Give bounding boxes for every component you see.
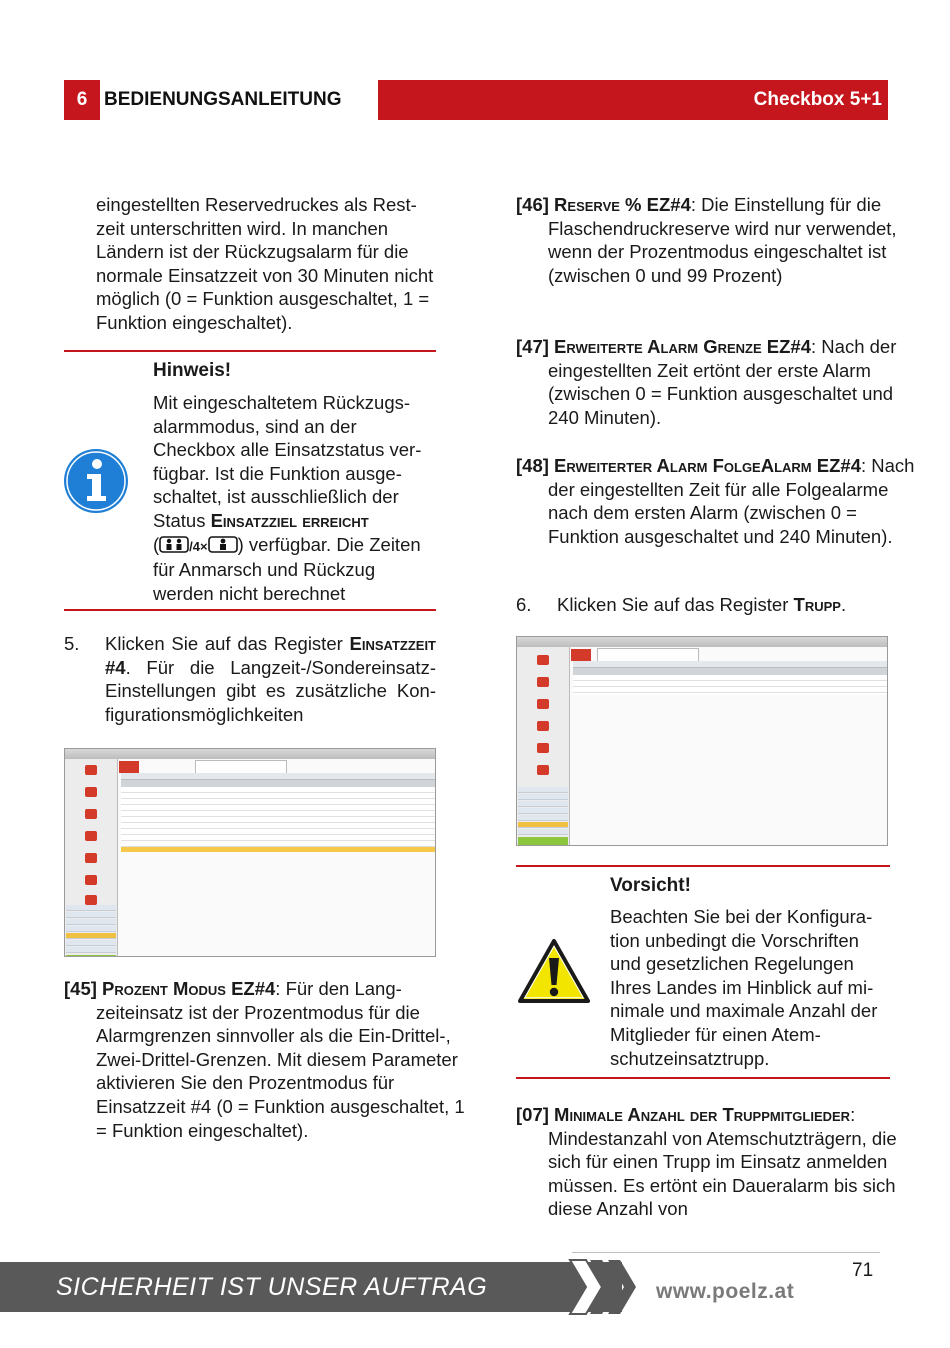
step-5-text: [105, 632, 436, 726]
caution-title: Vorsicht!: [610, 875, 691, 896]
chapter-number: 6: [64, 80, 100, 120]
step-6-text-b: .: [840, 594, 847, 615]
param-47-suffix: EZ#4: [761, 336, 812, 357]
note-text-part-a: Mit eingeschaltetem Rückzugsalarmmodus, sind an der Checkbox alle Einsatzstatus verfügbar. Ist die Funktion ausgeschaltet, ist ausschließlich der Status: [153, 392, 422, 531]
caution-top-rule: [516, 865, 890, 867]
param-46-suffix: % EZ#4: [619, 194, 691, 215]
step-5-text-c: . Für die Langzeit-/Sondereinsatz-Einstellungen gibt es zusätzliche Konfigurationsmöglichkeiten: [105, 656, 436, 725]
warning-icon: [518, 938, 590, 1004]
page-number: 71: [852, 1260, 874, 1281]
param-45: [64, 977, 468, 1142]
param-45-name: Prozent Modus: [102, 978, 226, 999]
toolbar-icon: [571, 649, 591, 661]
toolbar-field: [597, 648, 699, 662]
step-6-text-a: Klicken Sie auf das Register: [557, 594, 794, 615]
param-47-code: [47]: [516, 336, 549, 357]
product-name: Checkbox 5+1: [753, 89, 882, 110]
note-text: [153, 391, 436, 605]
param-07: [516, 1103, 918, 1221]
footer-rule: [572, 1252, 880, 1253]
note-bottom-rule: [64, 609, 436, 611]
param-47-name: Erweiterte Alarm Grenze: [554, 336, 762, 357]
step-5-number: 5.: [64, 633, 80, 654]
param-07-name: Minimale Anzahl der Truppmitglieder: [554, 1104, 851, 1125]
param-45-code: [45]: [64, 978, 97, 999]
toolbar-field: [195, 760, 287, 774]
intro-paragraph: eingestellten Reservedruckes als Restzeit unterschritten wird. In manchen Ländern ist der Rückzugsalarm für die normale Einsatzzeit von 30 Minuten nicht möglich (0 = Funktion ausgeschaltet, 1 = Funktion eingeschaltet).: [96, 194, 434, 333]
person-symbol-icon: [208, 536, 238, 553]
param-46-text: : Die Einstellung für die Flaschendruckreserve wird nur verwendet, wenn der Prozentmodus eingeschaltet ist (zwischen 0 und 99 Prozent): [548, 194, 897, 286]
param-48-name: Erweiterter Alarm FolgeAlarm: [554, 455, 812, 476]
chevron-arrows-icon: [566, 1258, 642, 1316]
status-name: Einsatzziel erreicht: [210, 509, 369, 531]
toolbar-icon: [119, 761, 139, 773]
software-screenshot-einsatzzeit: [64, 748, 436, 957]
param-47-text: : Nach der eingestellten Zeit ertönt der erste Alarm (zwischen 0 = Funktion ausgeschaltet und 240 Minuten).: [548, 336, 897, 428]
param-45-suffix: EZ#4: [225, 978, 276, 999]
param-07-text: : Mindestanzahl von Atemschutzträgern, die sich für einen Trupp im Einsatz anmelden müssen. Es ertönt ein Daueralarm bis sich diese Anzahl von: [548, 1104, 897, 1220]
param-46: [516, 193, 918, 287]
param-46-code: [46]: [516, 194, 549, 215]
param-45-text: : Für den Langzeiteinsatz ist der Prozentmodus für die Alarmgrenzen sinnvoller als die Ein-Drittel-, Zwei-Drittel-Grenzen. Mit diesem Parameter aktivieren Sie den Prozentmodus für Einsatzzeit #4 (0 = Funktion ausgeschaltet, 1 = Funktion eingeschaltet).: [96, 978, 465, 1141]
note-text-part-c: ) verfügbar. Die Zeiten für Anmarsch und Rückzug werden nicht berechnet: [153, 533, 421, 604]
team-symbol-icon: [159, 536, 189, 553]
symbol-separator: /4×: [189, 538, 208, 554]
step-6-text: [557, 593, 887, 617]
register-einsatzzeit: Einsatzzeit: [349, 633, 436, 654]
register-trupp: Trupp: [793, 594, 841, 615]
note-text-part-b: (: [153, 533, 160, 555]
step-5-text-a: Klicken Sie auf das Register: [105, 633, 350, 654]
footer-slogan: SICHERHEIT IST UNSER AUFTRAG: [56, 1272, 488, 1301]
param-48: [516, 454, 918, 548]
caution-text: Beachten Sie bei der Konfiguration unbedingt die Vorschriften und gesetzlichen Regelungen Ihres Landes im Hinblick auf minimale und maximale Anzahl der Mitglieder für einen Atemschutzeinsatztrupp.: [610, 906, 878, 1069]
param-48-text: : Nach der eingestellten Zeit für alle Folgealarme nach dem ersten Alarm (zwischen 0 = Funktion ausgeschaltet und 240 Minuten).: [548, 455, 915, 547]
param-07-code: [07]: [516, 1104, 549, 1125]
param-48-code: [48]: [516, 455, 549, 476]
footer-url: www.poelz.at: [656, 1280, 795, 1303]
product-header-bar: [378, 80, 888, 120]
note-top-rule: [64, 350, 436, 352]
info-icon: [63, 448, 129, 514]
param-47: [516, 335, 918, 429]
software-screenshot-trupp: [516, 636, 888, 846]
param-48-suffix: EZ#4: [811, 455, 861, 476]
step-6-number: 6.: [516, 594, 532, 615]
note-title: Hinweis!: [153, 360, 232, 381]
param-46-name: Reserve: [554, 194, 620, 215]
chapter-title: BEDIENUNGSANLEITUNG: [104, 89, 342, 110]
caution-bottom-rule: [516, 1077, 890, 1079]
register-einsatzzeit-num: #4: [105, 656, 126, 678]
